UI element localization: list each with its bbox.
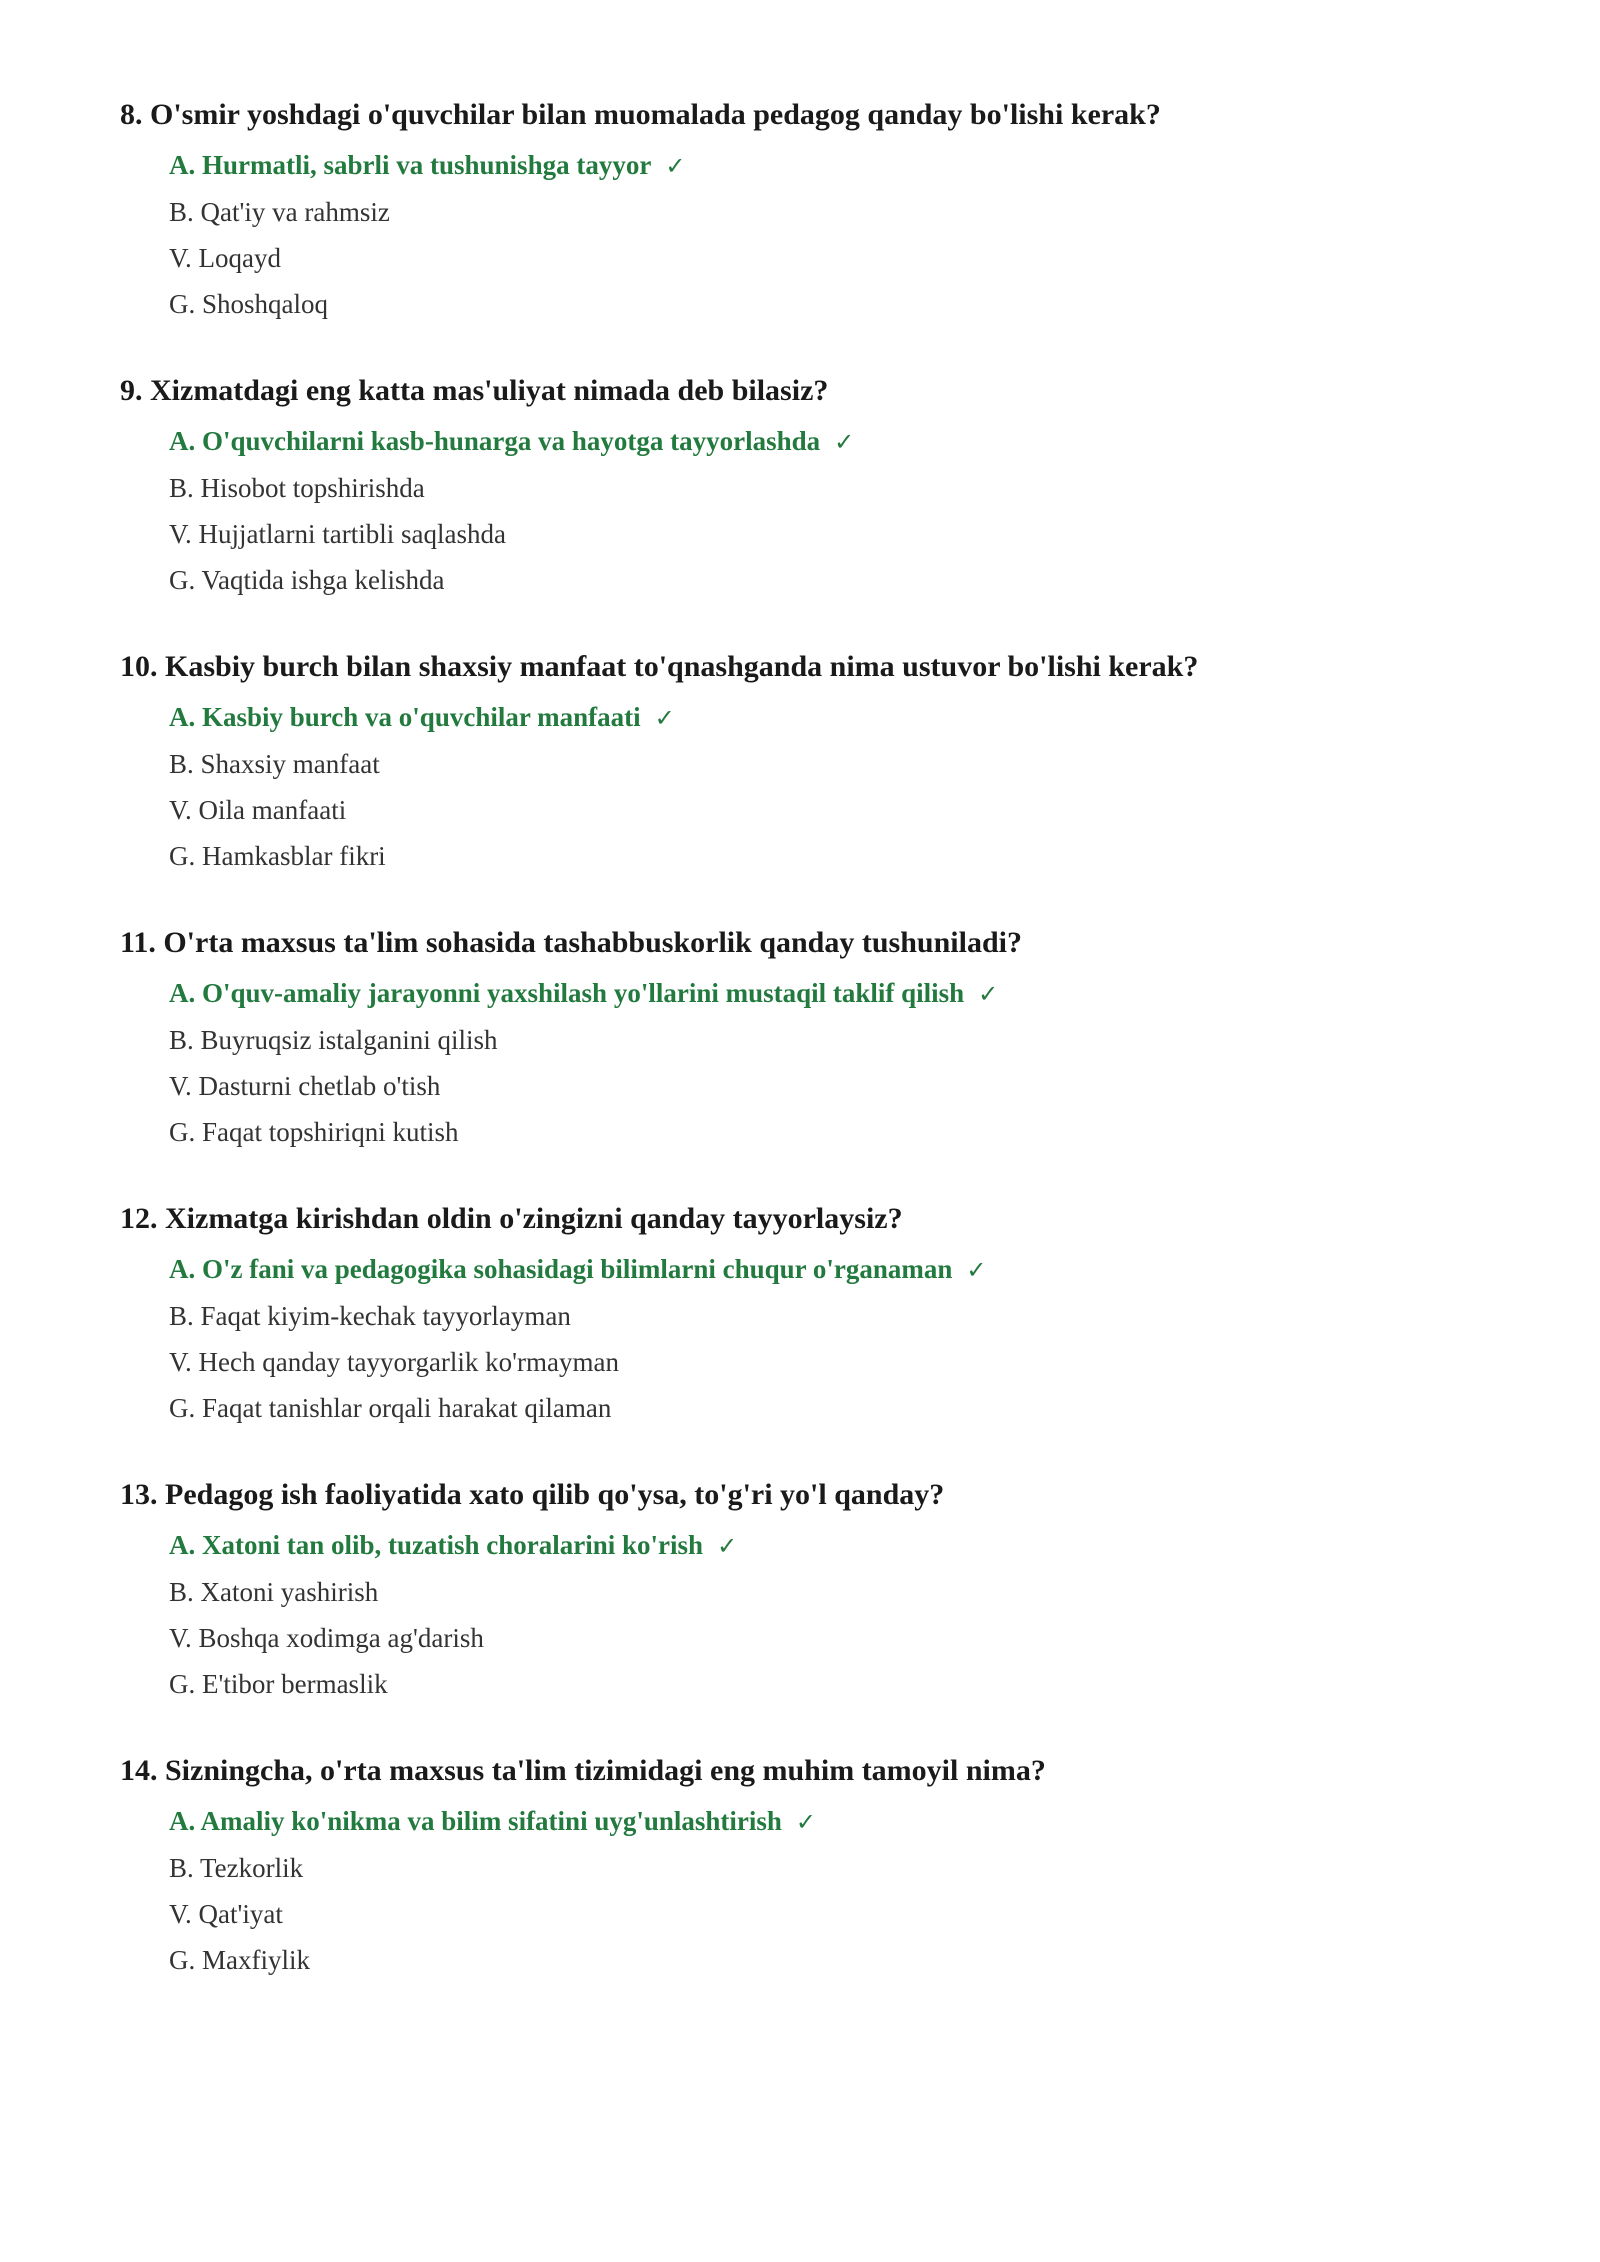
check-mark-icon: ✓ — [665, 152, 686, 180]
answer-text: A. O'quvchilarni kasb-hunarga va hayotga tayyorlashda — [169, 426, 821, 456]
answer-option: G. Faqat topshiriqni kutish — [169, 1117, 459, 1147]
question-title: 13. Pedagog ish faoliyatida xato qilib qo'ysa, to'g'ri yo'l qanday? — [120, 1478, 945, 1511]
answer-option-correct — [169, 1522, 1600, 1569]
check-mark-icon: ✓ — [834, 428, 855, 456]
answer-text: A. Kasbiy burch va o'quvchilar manfaati — [169, 702, 641, 732]
question-13 — [120, 1468, 1600, 1707]
answer-option: G. Shoshqaloq — [169, 289, 329, 319]
answer-option: V. Boshqa xodimga ag'darish — [169, 1623, 484, 1653]
answer-options — [120, 418, 1600, 603]
question-title: 8. O'smir yoshdagi o'quvchilar bilan muomalada pedagog qanday bo'lishi kerak? — [120, 98, 1161, 131]
answer-option-correct — [169, 142, 1600, 189]
answer-option: G. Maxfiylik — [169, 1945, 310, 1975]
check-mark-icon: ✓ — [795, 1808, 817, 1836]
question-title: 9. Xizmatdagi eng katta mas'uliyat nimada deb bilasiz? — [120, 374, 829, 407]
answer-option: V. Oila manfaati — [169, 795, 347, 825]
question-8 — [120, 88, 1600, 327]
question-title: 10. Kasbiy burch bilan shaxsiy manfaat to'qnashganda nima ustuvor bo'lishi kerak? — [120, 650, 1199, 683]
answer-option: B. Buyruqsiz istalganini qilish — [169, 1025, 498, 1055]
check-mark-icon: ✓ — [966, 1256, 987, 1284]
answer-option: V. Loqayd — [169, 243, 281, 273]
answer-option-correct — [169, 694, 1600, 741]
answer-option: V. Hech qanday tayyorgarlik ko'rmayman — [169, 1347, 619, 1377]
answer-option: B. Faqat kiyim-kechak tayyorlayman — [169, 1301, 571, 1331]
question-9 — [120, 364, 1600, 603]
answer-options — [120, 1798, 1600, 1983]
answer-option-correct — [169, 1246, 1600, 1293]
answer-text: A. O'quv-amaliy jarayonni yaxshilash yo'llarini mustaqil taklif qilish — [169, 978, 965, 1008]
answer-option: B. Tezkorlik — [169, 1853, 304, 1883]
check-mark-icon: ✓ — [654, 704, 675, 732]
answer-option: B. Qat'iy va rahmsiz — [169, 197, 390, 227]
question-title: 14. Sizningcha, o'rta maxsus ta'lim tizimidagi eng muhim tamoyil nima? — [120, 1754, 1046, 1787]
check-mark-icon: ✓ — [717, 1532, 738, 1560]
question-11 — [120, 916, 1600, 1155]
answer-option-correct — [169, 970, 1600, 1017]
answer-option-correct — [169, 1798, 1600, 1845]
answer-options — [120, 970, 1600, 1155]
question-title: 11. O'rta maxsus ta'lim sohasida tashabbuskorlik qanday tushuniladi? — [120, 926, 1022, 959]
answer-options — [120, 142, 1600, 327]
answer-text: A. Xatoni tan olib, tuzatish choralarini ko'rish — [169, 1530, 704, 1560]
answer-option: G. E'tibor bermaslik — [169, 1669, 388, 1699]
check-mark-icon: ✓ — [978, 980, 999, 1008]
question-14 — [120, 1744, 1600, 1983]
answer-option: G. Vaqtida ishga kelishda — [169, 565, 445, 595]
question-10 — [120, 640, 1600, 879]
answer-text: A. Hurmatli, sabrli va tushunishga tayyor — [169, 150, 652, 180]
answer-option-correct — [169, 418, 1600, 465]
answer-option: B. Hisobot topshirishda — [169, 473, 425, 503]
answer-options — [120, 1522, 1600, 1707]
answer-option: V. Hujjatlarni tartibli saqlashda — [169, 519, 506, 549]
question-title: 12. Xizmatga kirishdan oldin o'zingizni qanday tayyorlaysiz? — [120, 1202, 903, 1235]
answer-options — [120, 1246, 1600, 1431]
answer-option: V. Qat'iyat — [169, 1899, 283, 1929]
answer-text: A. O'z fani va pedagogika sohasidagi bilimlarni chuqur o'rganaman — [169, 1254, 953, 1284]
answer-option: G. Hamkasblar fikri — [169, 841, 386, 871]
answer-options — [120, 694, 1600, 879]
answer-option: B. Xatoni yashirish — [169, 1577, 379, 1607]
answer-option: B. Shaxsiy manfaat — [169, 749, 380, 779]
answer-option: G. Faqat tanishlar orqali harakat qilaman — [169, 1393, 612, 1423]
answer-option: V. Dasturni chetlab o'tish — [169, 1071, 441, 1101]
answer-text: A. Amaliy ko'nikma va bilim sifatini uyg'unlashtirish — [169, 1806, 782, 1836]
question-12 — [120, 1192, 1600, 1431]
